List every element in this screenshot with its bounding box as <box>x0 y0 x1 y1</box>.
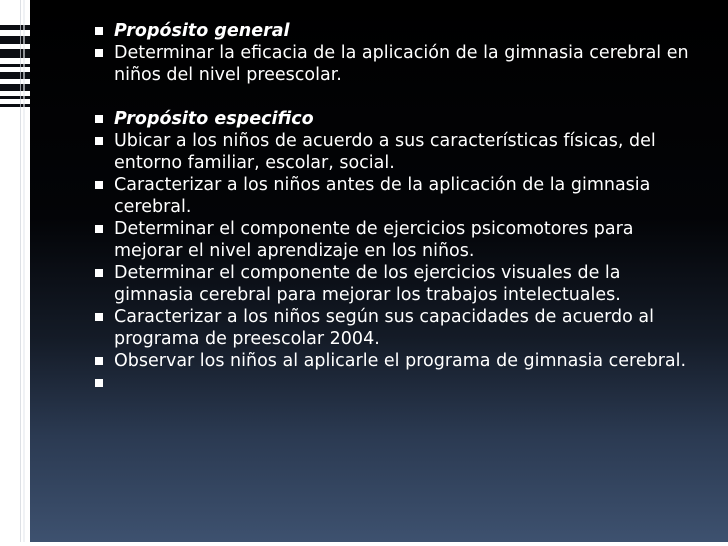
list-item <box>93 108 693 130</box>
decor-vertical-line <box>20 0 21 546</box>
decor-bar <box>0 84 30 91</box>
square-bullet-icon <box>95 115 103 123</box>
list-item-text: Ubicar a los niños de acuerdo a sus características físicas, del entorno familiar, escolar, social. <box>114 131 656 173</box>
list-item <box>93 350 693 372</box>
list-item-text: Caracterizar a los niños antes de la aplicación de la gimnasia cerebral. <box>114 175 651 217</box>
square-bullet-icon <box>95 181 103 189</box>
list-item-text: Observar los niños al aplicarle el programa de gimnasia cerebral. <box>114 351 687 371</box>
square-bullet-icon <box>95 225 103 233</box>
list-item <box>93 174 693 218</box>
square-bullet-icon <box>95 137 103 145</box>
list-item <box>93 42 693 86</box>
decor-bar <box>0 104 30 107</box>
decor-bar <box>0 25 30 30</box>
square-bullet-icon <box>95 357 103 365</box>
square-bullet-icon <box>95 49 103 57</box>
bullet-list <box>93 20 693 394</box>
section-heading-specific: Propósito especifico <box>114 109 314 129</box>
list-item <box>93 20 693 42</box>
decor-bar <box>0 72 30 79</box>
list-item-text: Determinar la eficacia de la aplicación de la gimnasia cerebral en niños del nivel preescolar. <box>114 43 689 85</box>
square-bullet-icon <box>95 27 103 35</box>
decor-bar <box>0 96 30 99</box>
list-item-text: Determinar el componente de ejercicios psicomotores para mejorar el nivel aprendizaje en los niños. <box>114 219 634 261</box>
decor-bar <box>0 64 30 67</box>
list-item-text: Caracterizar a los niños según sus capacidades de acuerdo al programa de preescolar 2004. <box>114 307 654 349</box>
decor-bar <box>0 49 30 58</box>
square-bullet-icon <box>95 379 103 387</box>
square-bullet-icon <box>95 313 103 321</box>
list-item <box>93 130 693 174</box>
list-item <box>93 218 693 262</box>
list-item-text: Determinar el componente de los ejercicios visuales de la gimnasia cerebral para mejorar los trabajos intelectuales. <box>114 263 621 305</box>
section-heading-general: Propósito general <box>114 21 290 41</box>
decor-bar <box>0 36 30 44</box>
square-bullet-icon <box>95 269 103 277</box>
left-decor-bars <box>0 0 30 546</box>
list-item <box>93 372 693 394</box>
list-item <box>93 262 693 306</box>
bottom-border <box>0 542 728 546</box>
decor-vertical-line <box>23 0 25 546</box>
list-item <box>93 306 693 350</box>
